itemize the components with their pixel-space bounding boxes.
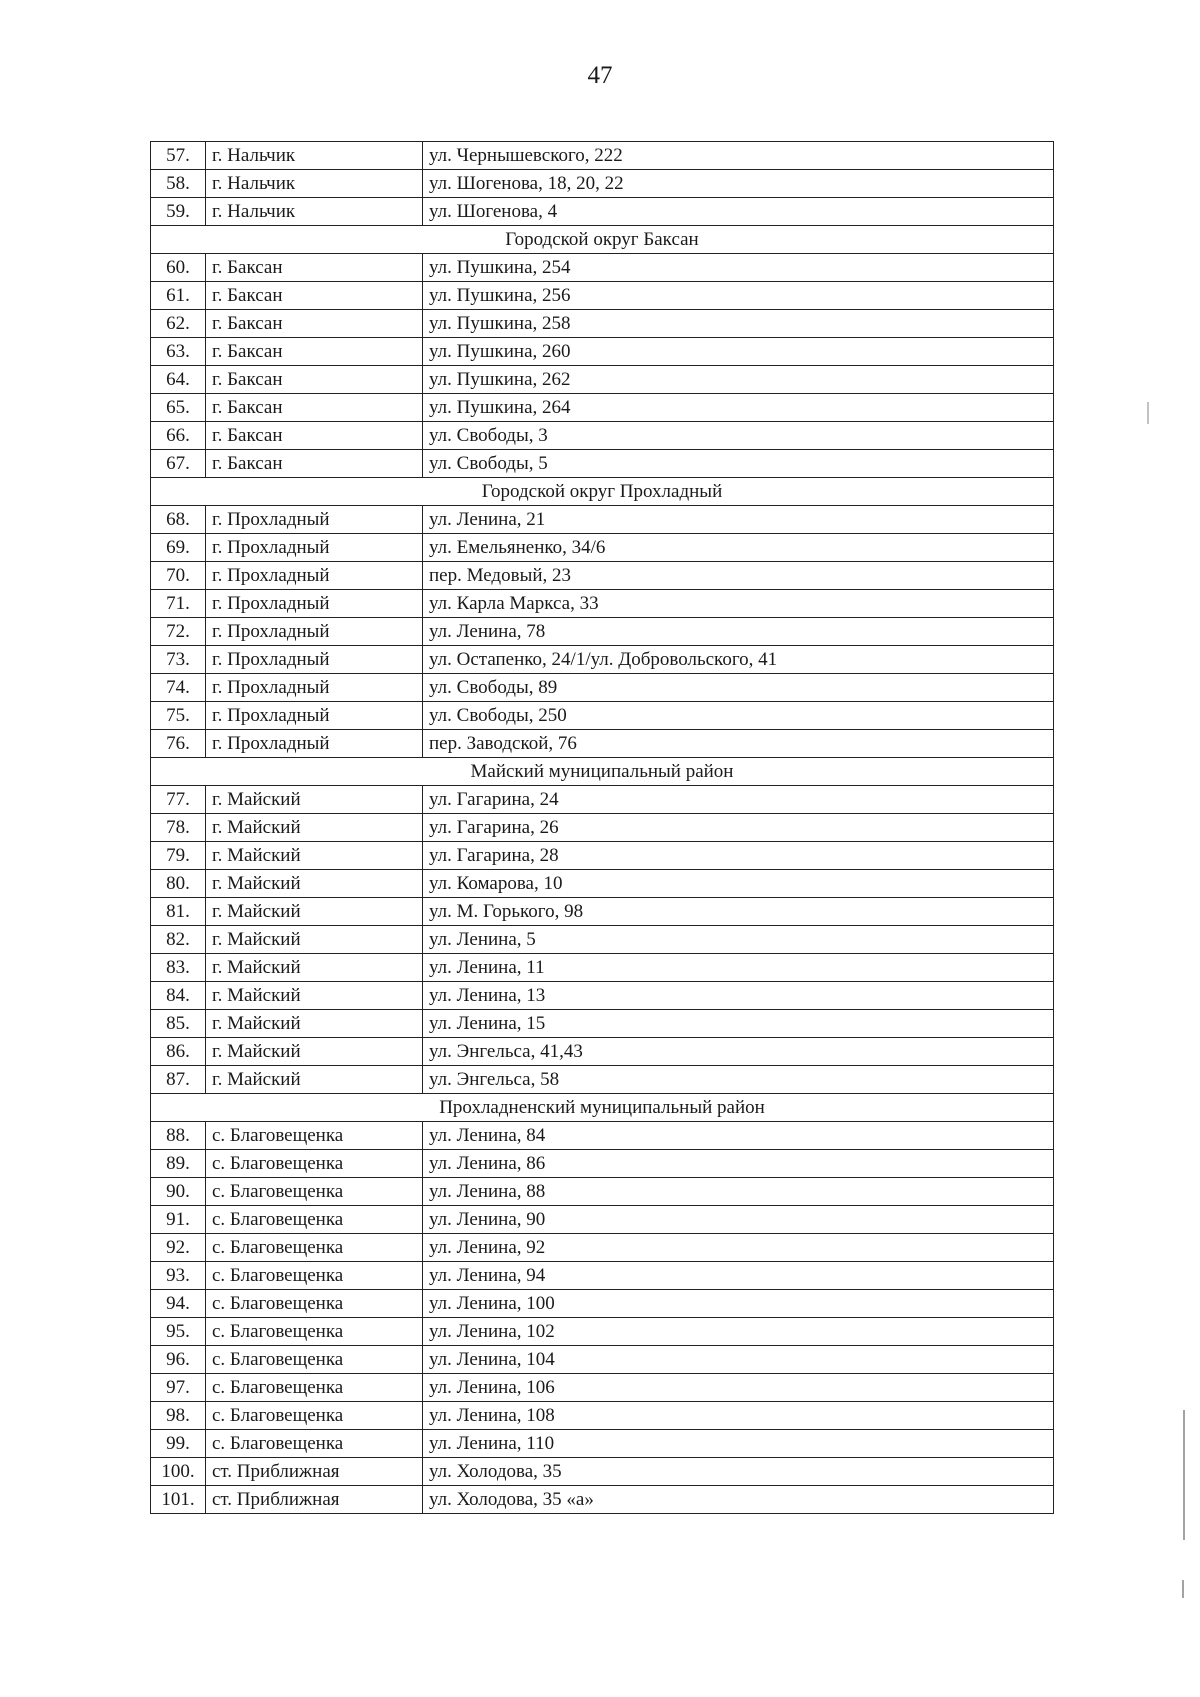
table-row	[151, 702, 1054, 730]
address-cell: ул. Ленина, 88	[423, 1178, 1054, 1206]
address-cell: ул. Ленина, 92	[423, 1234, 1054, 1262]
settlement-cell: г. Прохладный	[206, 646, 423, 674]
table-row	[151, 450, 1054, 478]
settlement-cell: г. Нальчик	[206, 170, 423, 198]
row-number: 68.	[151, 506, 206, 534]
address-cell: ул. Пушкина, 258	[423, 310, 1054, 338]
settlement-cell: с. Благовещенка	[206, 1402, 423, 1430]
table-row	[151, 1430, 1054, 1458]
settlement-cell: г. Прохладный	[206, 702, 423, 730]
settlement-cell: ст. Приближная	[206, 1486, 423, 1514]
table-row	[151, 506, 1054, 534]
address-cell: ул. Энгельса, 58	[423, 1066, 1054, 1094]
group-header-row	[151, 1094, 1054, 1122]
row-number: 78.	[151, 814, 206, 842]
group-title: Городской округ Прохладный	[151, 478, 1054, 506]
address-cell: ул. Остапенко, 24/1/ул. Добровольского, 41	[423, 646, 1054, 674]
row-number: 72.	[151, 618, 206, 646]
table-row	[151, 142, 1054, 170]
row-number: 86.	[151, 1038, 206, 1066]
address-cell: ул. Свободы, 3	[423, 422, 1054, 450]
page-number: 47	[587, 62, 613, 89]
address-cell: ул. Ленина, 86	[423, 1150, 1054, 1178]
table-row	[151, 1318, 1054, 1346]
address-cell: ул. Ленина, 102	[423, 1318, 1054, 1346]
table-row	[151, 870, 1054, 898]
settlement-cell: с. Благовещенка	[206, 1346, 423, 1374]
scan-artifact	[1147, 402, 1149, 424]
table-row	[151, 310, 1054, 338]
row-number: 67.	[151, 450, 206, 478]
row-number: 71.	[151, 590, 206, 618]
row-number: 76.	[151, 730, 206, 758]
row-number: 60.	[151, 254, 206, 282]
settlement-cell: г. Майский	[206, 870, 423, 898]
settlement-cell: г. Баксан	[206, 310, 423, 338]
address-cell: ул. Ленина, 78	[423, 618, 1054, 646]
address-cell: ул. Пушкина, 260	[423, 338, 1054, 366]
settlement-cell: г. Прохладный	[206, 534, 423, 562]
row-number: 98.	[151, 1402, 206, 1430]
table-row	[151, 1346, 1054, 1374]
row-number: 97.	[151, 1374, 206, 1402]
group-header-row	[151, 226, 1054, 254]
table-row	[151, 814, 1054, 842]
table-row	[151, 422, 1054, 450]
row-number: 80.	[151, 870, 206, 898]
settlement-cell: г. Прохладный	[206, 590, 423, 618]
row-number: 101.	[151, 1486, 206, 1514]
address-cell: ул. Комарова, 10	[423, 870, 1054, 898]
scan-artifact	[1183, 1410, 1185, 1540]
row-number: 70.	[151, 562, 206, 590]
table-row	[151, 338, 1054, 366]
row-number: 77.	[151, 786, 206, 814]
row-number: 91.	[151, 1206, 206, 1234]
table-row	[151, 198, 1054, 226]
address-cell: пер. Заводской, 76	[423, 730, 1054, 758]
row-number: 92.	[151, 1234, 206, 1262]
settlement-cell: г. Баксан	[206, 450, 423, 478]
table-row	[151, 1262, 1054, 1290]
group-header-row	[151, 478, 1054, 506]
table-row	[151, 1122, 1054, 1150]
group-header-row	[151, 758, 1054, 786]
address-cell: ул. Ленина, 106	[423, 1374, 1054, 1402]
address-cell: ул. Гагарина, 28	[423, 842, 1054, 870]
table-row	[151, 1402, 1054, 1430]
table-row	[151, 170, 1054, 198]
row-number: 63.	[151, 338, 206, 366]
table-row	[151, 674, 1054, 702]
table-row	[151, 562, 1054, 590]
table-row	[151, 646, 1054, 674]
row-number: 62.	[151, 310, 206, 338]
row-number: 83.	[151, 954, 206, 982]
row-number: 93.	[151, 1262, 206, 1290]
settlement-cell: г. Прохладный	[206, 730, 423, 758]
settlement-cell: с. Благовещенка	[206, 1122, 423, 1150]
address-cell: ул. Ленина, 5	[423, 926, 1054, 954]
table-row	[151, 1206, 1054, 1234]
table-row	[151, 1150, 1054, 1178]
row-number: 75.	[151, 702, 206, 730]
row-number: 100.	[151, 1458, 206, 1486]
address-cell: ул. Ленина, 104	[423, 1346, 1054, 1374]
table-row	[151, 618, 1054, 646]
row-number: 90.	[151, 1178, 206, 1206]
settlement-cell: г. Прохладный	[206, 506, 423, 534]
settlement-cell: с. Благовещенка	[206, 1430, 423, 1458]
settlement-cell: г. Майский	[206, 1066, 423, 1094]
address-cell: ул. Пушкина, 254	[423, 254, 1054, 282]
address-cell: ул. Ленина, 100	[423, 1290, 1054, 1318]
address-cell: ул. Ленина, 13	[423, 982, 1054, 1010]
address-cell: ул. Шогенова, 18, 20, 22	[423, 170, 1054, 198]
address-cell: ул. Ленина, 11	[423, 954, 1054, 982]
row-number: 95.	[151, 1318, 206, 1346]
address-table	[150, 141, 1054, 1514]
row-number: 81.	[151, 898, 206, 926]
scan-artifact	[1182, 1580, 1184, 1598]
table-row	[151, 590, 1054, 618]
settlement-cell: с. Благовещенка	[206, 1234, 423, 1262]
table-row	[151, 1178, 1054, 1206]
table-row	[151, 1458, 1054, 1486]
table-row	[151, 1486, 1054, 1514]
settlement-cell: г. Майский	[206, 814, 423, 842]
address-cell: ул. Ленина, 21	[423, 506, 1054, 534]
row-number: 96.	[151, 1346, 206, 1374]
settlement-cell: г. Нальчик	[206, 142, 423, 170]
row-number: 87.	[151, 1066, 206, 1094]
row-number: 69.	[151, 534, 206, 562]
settlement-cell: г. Майский	[206, 1010, 423, 1038]
address-cell: ул. Пушкина, 264	[423, 394, 1054, 422]
address-cell: пер. Медовый, 23	[423, 562, 1054, 590]
table-row	[151, 898, 1054, 926]
table-row	[151, 954, 1054, 982]
settlement-cell: г. Прохладный	[206, 674, 423, 702]
table-row	[151, 1290, 1054, 1318]
row-number: 89.	[151, 1150, 206, 1178]
settlement-cell: г. Баксан	[206, 254, 423, 282]
address-cell: ул. Гагарина, 26	[423, 814, 1054, 842]
settlement-cell: г. Майский	[206, 842, 423, 870]
table-row	[151, 1374, 1054, 1402]
address-cell: ул. Ленина, 15	[423, 1010, 1054, 1038]
row-number: 74.	[151, 674, 206, 702]
settlement-cell: с. Благовещенка	[206, 1206, 423, 1234]
settlement-cell: г. Баксан	[206, 338, 423, 366]
settlement-cell: г. Прохладный	[206, 562, 423, 590]
row-number: 66.	[151, 422, 206, 450]
address-cell: ул. Гагарина, 24	[423, 786, 1054, 814]
settlement-cell: с. Благовещенка	[206, 1290, 423, 1318]
table-row	[151, 1066, 1054, 1094]
address-cell: ул. Свободы, 250	[423, 702, 1054, 730]
row-number: 64.	[151, 366, 206, 394]
address-cell: ул. Чернышевского, 222	[423, 142, 1054, 170]
row-number: 84.	[151, 982, 206, 1010]
table-row	[151, 534, 1054, 562]
address-table-body	[151, 142, 1054, 1514]
address-cell: ул. Ленина, 94	[423, 1262, 1054, 1290]
table-row	[151, 926, 1054, 954]
row-number: 85.	[151, 1010, 206, 1038]
settlement-cell: г. Баксан	[206, 394, 423, 422]
address-cell: ул. Свободы, 5	[423, 450, 1054, 478]
settlement-cell: г. Майский	[206, 898, 423, 926]
address-cell: ул. Энгельса, 41,43	[423, 1038, 1054, 1066]
table-row	[151, 394, 1054, 422]
address-cell: ул. Свободы, 89	[423, 674, 1054, 702]
settlement-cell: г. Баксан	[206, 282, 423, 310]
settlement-cell: г. Майский	[206, 1038, 423, 1066]
address-cell: ул. Шогенова, 4	[423, 198, 1054, 226]
address-cell: ул. Холодова, 35	[423, 1458, 1054, 1486]
settlement-cell: с. Благовещенка	[206, 1374, 423, 1402]
table-row	[151, 1010, 1054, 1038]
row-number: 65.	[151, 394, 206, 422]
settlement-cell: г. Баксан	[206, 366, 423, 394]
address-cell: ул. Ленина, 108	[423, 1402, 1054, 1430]
address-cell: ул. Ленина, 84	[423, 1122, 1054, 1150]
address-cell: ул. Пушкина, 262	[423, 366, 1054, 394]
table-row	[151, 982, 1054, 1010]
settlement-cell: г. Прохладный	[206, 618, 423, 646]
settlement-cell: г. Майский	[206, 786, 423, 814]
row-number: 59.	[151, 198, 206, 226]
row-number: 79.	[151, 842, 206, 870]
row-number: 82.	[151, 926, 206, 954]
address-cell: ул. Холодова, 35 «а»	[423, 1486, 1054, 1514]
settlement-cell: с. Благовещенка	[206, 1318, 423, 1346]
table-row	[151, 1234, 1054, 1262]
settlement-cell: г. Баксан	[206, 422, 423, 450]
row-number: 99.	[151, 1430, 206, 1458]
address-cell: ул. М. Горького, 98	[423, 898, 1054, 926]
table-row	[151, 730, 1054, 758]
table-row	[151, 786, 1054, 814]
settlement-cell: ст. Приближная	[206, 1458, 423, 1486]
address-cell: ул. Пушкина, 256	[423, 282, 1054, 310]
row-number: 94.	[151, 1290, 206, 1318]
row-number: 73.	[151, 646, 206, 674]
settlement-cell: с. Благовещенка	[206, 1178, 423, 1206]
group-title: Майский муниципальный район	[151, 758, 1054, 786]
row-number: 57.	[151, 142, 206, 170]
settlement-cell: г. Майский	[206, 954, 423, 982]
row-number: 61.	[151, 282, 206, 310]
address-cell: ул. Карла Маркса, 33	[423, 590, 1054, 618]
table-row	[151, 842, 1054, 870]
settlement-cell: г. Майский	[206, 982, 423, 1010]
group-title: Прохладненский муниципальный район	[151, 1094, 1054, 1122]
table-row	[151, 282, 1054, 310]
settlement-cell: с. Благовещенка	[206, 1262, 423, 1290]
group-title: Городской округ Баксан	[151, 226, 1054, 254]
address-cell: ул. Емельяненко, 34/6	[423, 534, 1054, 562]
address-cell: ул. Ленина, 90	[423, 1206, 1054, 1234]
settlement-cell: г. Майский	[206, 926, 423, 954]
settlement-cell: с. Благовещенка	[206, 1150, 423, 1178]
table-row	[151, 366, 1054, 394]
row-number: 88.	[151, 1122, 206, 1150]
address-cell: ул. Ленина, 110	[423, 1430, 1054, 1458]
table-row	[151, 1038, 1054, 1066]
row-number: 58.	[151, 170, 206, 198]
settlement-cell: г. Нальчик	[206, 198, 423, 226]
table-row	[151, 254, 1054, 282]
